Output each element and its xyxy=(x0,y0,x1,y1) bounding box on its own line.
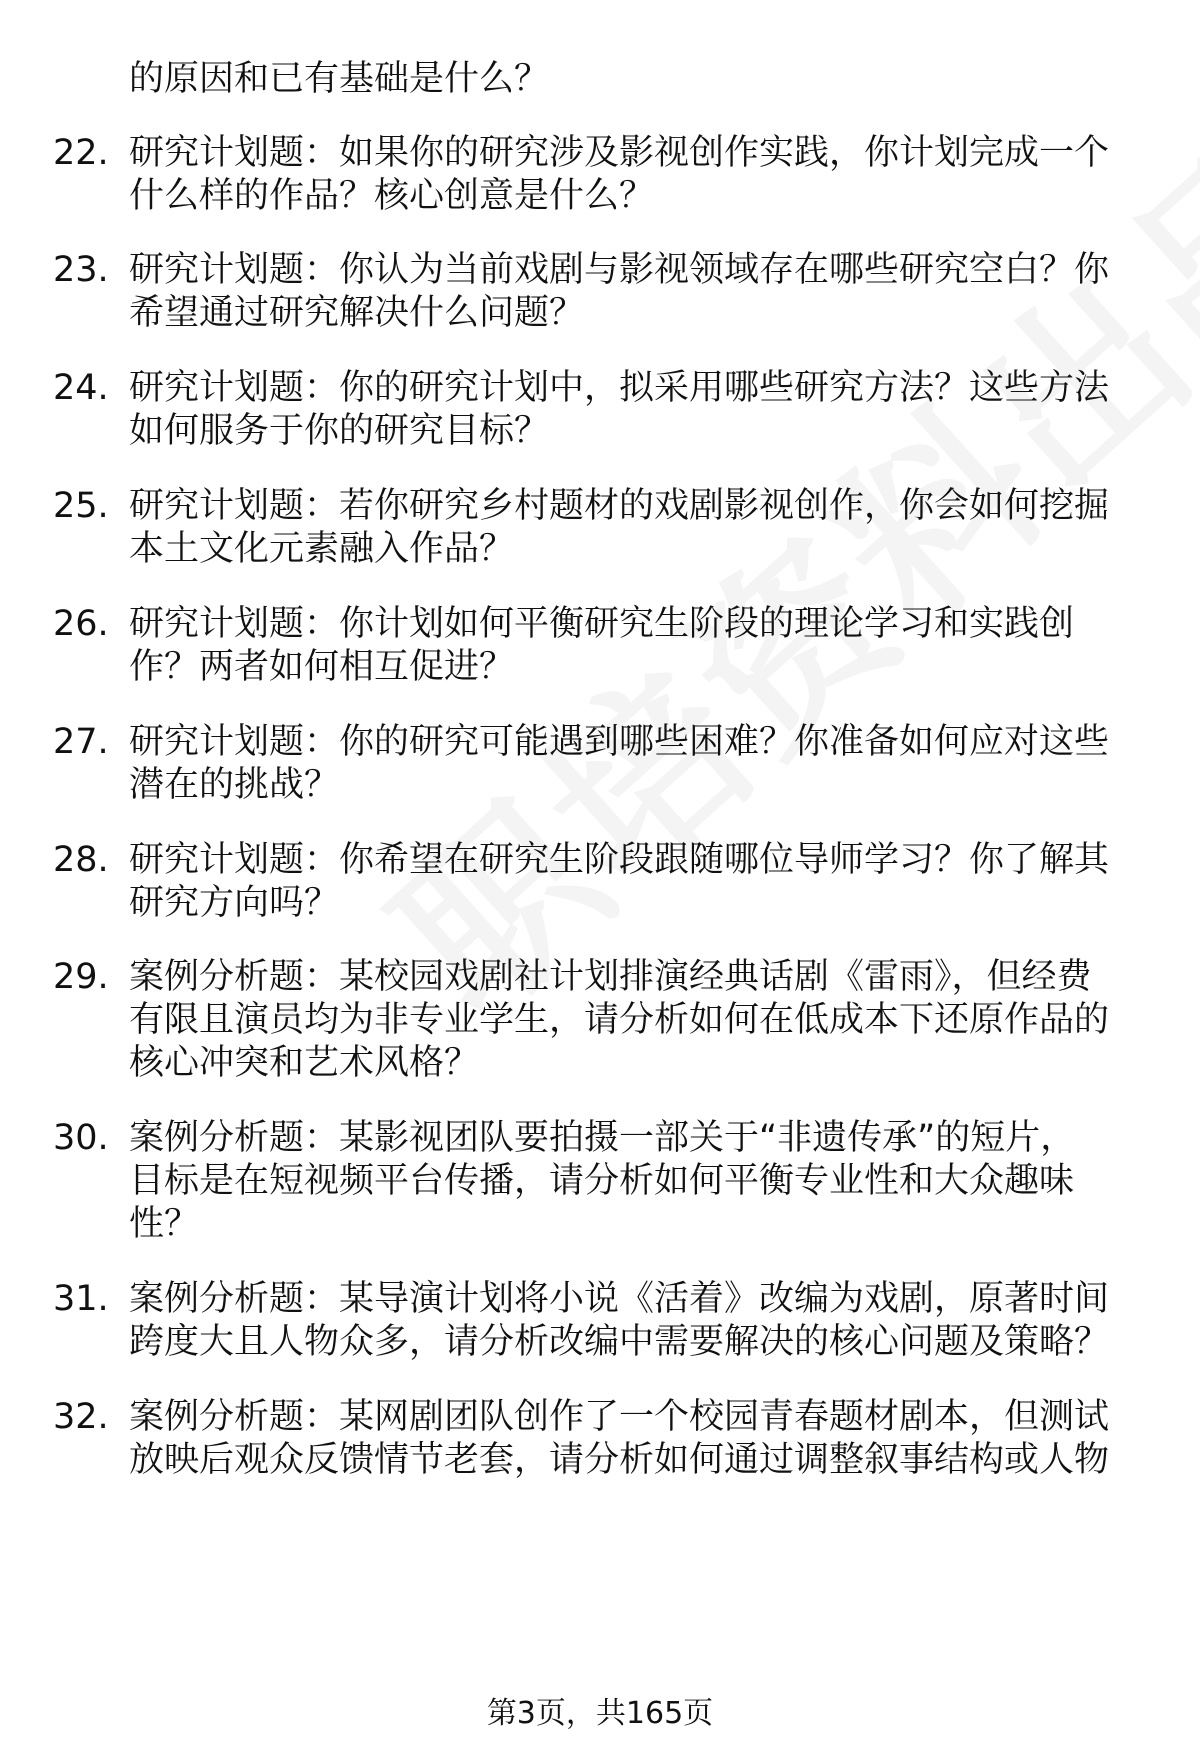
line-text: 希望通过研究解决什么问题？ xyxy=(129,293,585,333)
line-text: 案例分析题：某网剧团队创作了一个校园青春题材剧本，但测试 xyxy=(129,1397,1110,1437)
item-number: 24. xyxy=(53,368,109,408)
item-number: 25. xyxy=(53,486,109,526)
item-number: 31. xyxy=(53,1279,109,1319)
item-number: 32. xyxy=(53,1397,109,1437)
item-number: 28. xyxy=(53,840,109,880)
line-text: 研究计划题：你希望在研究生阶段跟随哪位导师学习？你了解其 xyxy=(129,840,1110,880)
line-text: 有限且演员均为非专业学生，请分析如何在低成本下还原作品的 xyxy=(129,1000,1110,1040)
line-text: 如何服务于你的研究目标？ xyxy=(129,411,550,451)
line-text: 研究计划题：若你研究乡村题材的戏剧影视创作，你会如何挖掘 xyxy=(129,486,1110,526)
page-footer: 第3页，共165页 xyxy=(486,1696,714,1731)
line-text: 研究计划题：你认为当前戏剧与影视领域存在哪些研究空白？你 xyxy=(129,250,1110,290)
item-number: 22. xyxy=(53,133,109,173)
line-text: 研究计划题：你的研究计划中，拟采用哪些研究方法？这些方法 xyxy=(129,368,1110,408)
item-number: 29. xyxy=(53,957,109,997)
item-number: 30. xyxy=(53,1118,109,1158)
item-number: 23. xyxy=(53,250,109,290)
line-text: 案例分析题：某导演计划将小说《活着》改编为戏剧，原著时间 xyxy=(129,1279,1110,1319)
item-number: 26. xyxy=(53,604,109,644)
line-text: 研究方向吗？ xyxy=(129,883,340,923)
line-text: 研究计划题：你计划如何平衡研究生阶段的理论学习和实践创 xyxy=(129,604,1075,644)
line-text: 本土文化元素融入作品？ xyxy=(129,529,515,569)
line-text: 跨度大且人物众多，请分析改编中需要解决的核心问题及策略？ xyxy=(129,1322,1110,1362)
line-text: 案例分析题：某影视团队要拍摄一部关于“非遗传承”的短片， xyxy=(129,1118,1076,1158)
line-text: 什么样的作品？核心创意是什么？ xyxy=(129,176,655,216)
line-text: 核心冲突和艺术风格？ xyxy=(129,1043,480,1083)
line-text: 性？ xyxy=(129,1204,200,1244)
line-text: 研究计划题：如果你的研究涉及影视创作实践，你计划完成一个 xyxy=(129,133,1110,173)
line-text: 目标是在短视频平台传播，请分析如何平衡专业性和大众趣味 xyxy=(129,1161,1075,1201)
line-text: 潜在的挑战？ xyxy=(129,765,340,805)
line-text: 研究计划题：你的研究可能遇到哪些困难？你准备如何应对这些 xyxy=(129,722,1110,762)
line-text: 放映后观众反馈情节老套，请分析如何通过调整叙事结构或人物 xyxy=(129,1440,1110,1480)
line-text: 的原因和已有基础是什么？ xyxy=(129,59,550,99)
item-number: 27. xyxy=(53,722,109,762)
line-text: 作？两者如何相互促进？ xyxy=(129,647,515,687)
line-text: 案例分析题：某校园戏剧社计划排演经典话剧《雷雨》，但经费 xyxy=(129,957,1092,997)
